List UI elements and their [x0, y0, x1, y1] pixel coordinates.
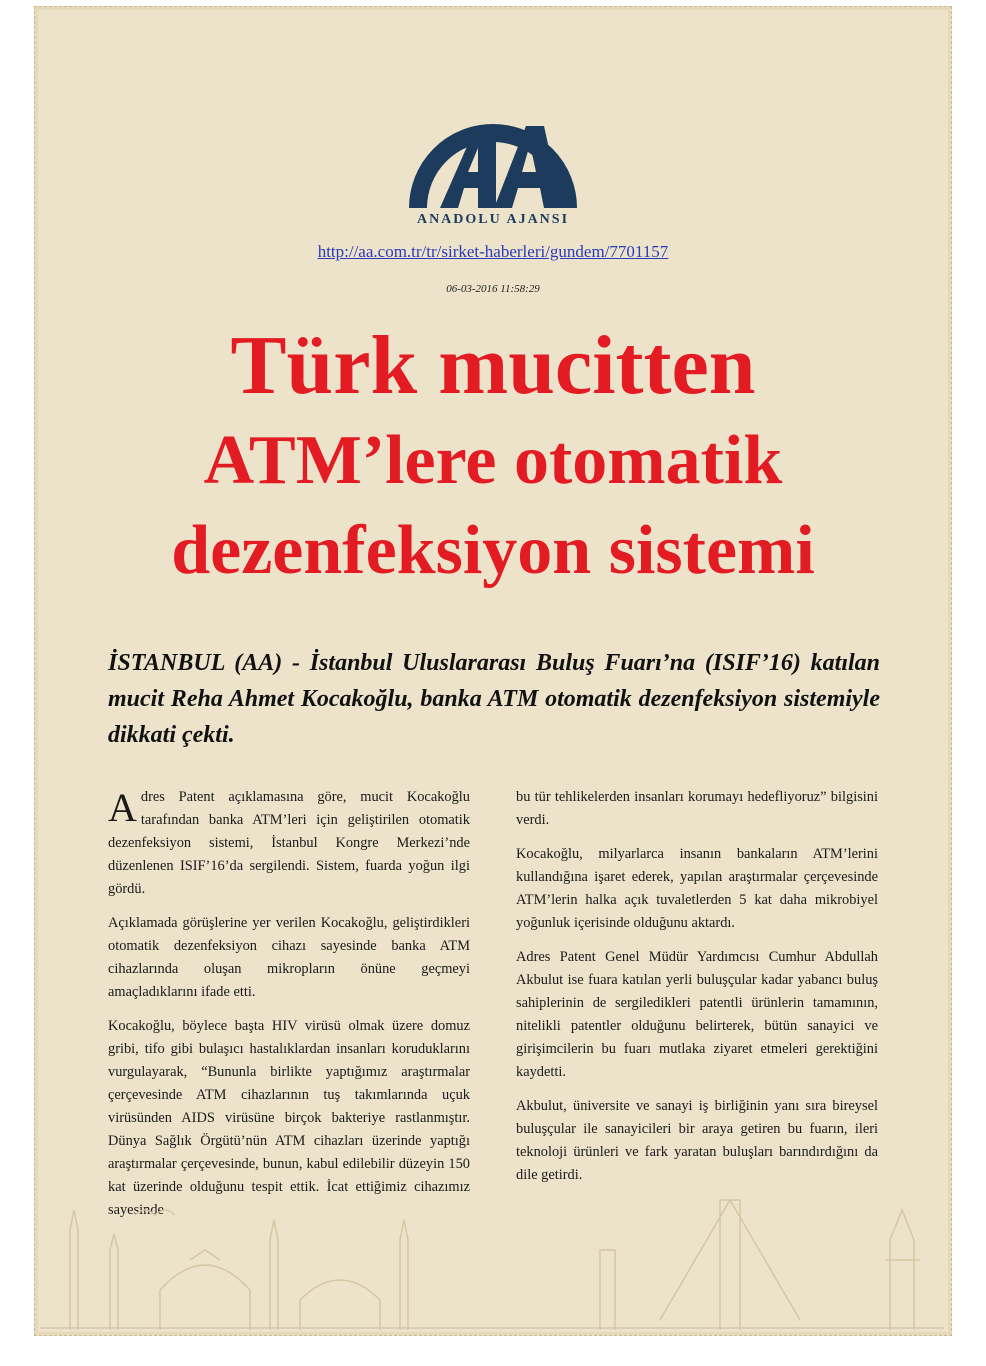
body-paragraph: bu tür tehlikelerden insanları korumayı hedefliyoruz” bilgisini verdi. [516, 789, 878, 828]
body-paragraph: Adres Patent Genel Müdür Yardımcısı Cumhur Abdullah Akbulut ise fuara katılan yerli buluşçular kadar yabancı buluş sahiplerinin de sergiledikleri patentli ürünlerin tamamının, nitelikli patentler olduğunu belirterek, bütün sanayici ve girişimcilerin bu fuarı mutlaka ziyaret etmeleri gerektiğini kaydetti. [516, 949, 878, 1080]
publish-timestamp: 06-03-2016 11:58:29 [446, 283, 540, 295]
headline [100, 316, 886, 596]
headline-line-2: ATM’lere otomatik [203, 422, 783, 499]
body-paragraph: Açıklamada görüşlerine yer verilen Kocakoğlu, geliştirdikleri otomatik dezenfeksiyon cihazı sayesinde banka ATM cihazlarında oluşan mikropların önüne geçmeyi amaçladıklarını ifade etti. [108, 915, 470, 1000]
body-paragraph [108, 786, 470, 901]
body-paragraph-text: dres Patent açıklamasına göre, mucit Kocakoğlu tarafından banka ATM’leri için geliştirilen otomatik dezenfeksiyon sistemi, İstanbul Kongre Merkezi’nde düzenlenen ISIF’16’da sergilendi. Sistem, fuarda yoğun ilgi gördü. [108, 789, 470, 897]
logo-caption: ANADOLU AJANSI [416, 212, 570, 227]
drop-cap: A [108, 785, 137, 830]
anadolu-ajansi-logo [378, 80, 608, 240]
istanbul-skyline-watermark-icon [40, 1150, 944, 1330]
headline-line-1: Türk mucitten [230, 319, 756, 412]
body-paragraph: Kocakoğlu, böylece başta HIV virüsü olmak üzere domuz gribi, tifo gibi bulaşıcı hastalıklardan insanları koruduklarını vurgulayarak, “Bununla birlikte yaptığımız araştırmalar çerçevesinde ATM cihazlarının tuş takımlarında uçuk virüsünden AIDS virüsüne birçok bakteriye rastlanmıştır. Dünya Sağlık Örgütü’nün ATM cihazları üzerinde yaptığı araştırmalar çerçevesinde, bunun, kabul edilebilir düzeyin 150 kat üzerinde olduğunu tespit ettik. İcat ettiğimiz cihazımız sayesinde [108, 1018, 470, 1218]
body-paragraph: Kocakoğlu, milyarlarca insanın bankaların ATM’lerini kullandığına işaret ederek, yapılan araştırmalar çerçevesinde ATM’lerin halka açık tuvaletlerden 5 kat daha mikrobiyel yoğunluk içerisinde olduğunu aktardı. [516, 846, 878, 931]
source-link[interactable]: http://aa.com.tr/tr/sirket-haberleri/gundem/7701157 [317, 242, 669, 261]
body-paragraph: Akbulut, üniversite ve sanayi iş birliğinin yanı sıra bireysel buluşçular ile sanayicileri bir araya getiren bu fuarın, ileri teknoloji ürünleri ve fark yaratan buluşları barındırdığını da dile getirdi. [516, 1098, 878, 1183]
lead-paragraph: İSTANBUL (AA) - İstanbul Uluslararası Buluş Fuarı’na (ISIF’16) katılan mucit Reha Ahmet Kocakoğlu, banka ATM otomatik dezenfeksiyon sistemiyle dikkati çekti. [108, 650, 880, 748]
headline-line-3: dezenfeksiyon sistemi [171, 512, 815, 589]
body-column-right [516, 786, 878, 1198]
aa-logo-icon [378, 80, 608, 210]
